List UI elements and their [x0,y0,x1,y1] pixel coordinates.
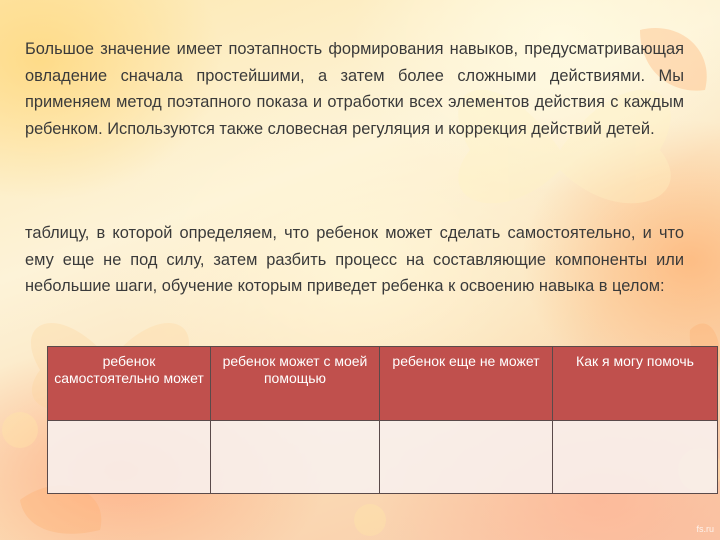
header-cannot-yet: ребенок еще не может [380,347,553,421]
table-header-row [48,347,718,421]
table-row [48,421,718,494]
table-cell[interactable] [211,421,380,494]
header-independent: ребенок самостоятельно может [48,347,211,421]
table-cell[interactable] [48,421,211,494]
header-how-to-help: Как я могу помочь [553,347,718,421]
watermark: fs.ru [696,524,714,534]
table-cell[interactable] [380,421,553,494]
table-description-paragraph: таблицу, в которой определяем, что ребенок может сделать самостоятельно, и что ему еще не под силу, затем разбить процесс на составляющие компоненты или небольшие шаги, обучение которым приведет ребенка к освоению навыка в целом: [25,224,684,295]
header-with-help: ребенок может с моей помощью [211,347,380,421]
intro-paragraph: Большое значение имеет поэтапность формирования навыков, предусматривающая овладение сначала простейшими, а затем более сложными действиями. Мы применяем метод поэтапного показа и отработки всех элементов действия с каждым ребенком. Используются также словесная регуляция и коррекция действий детей. [25,40,684,138]
skills-table [47,346,718,494]
table-cell[interactable] [553,421,718,494]
